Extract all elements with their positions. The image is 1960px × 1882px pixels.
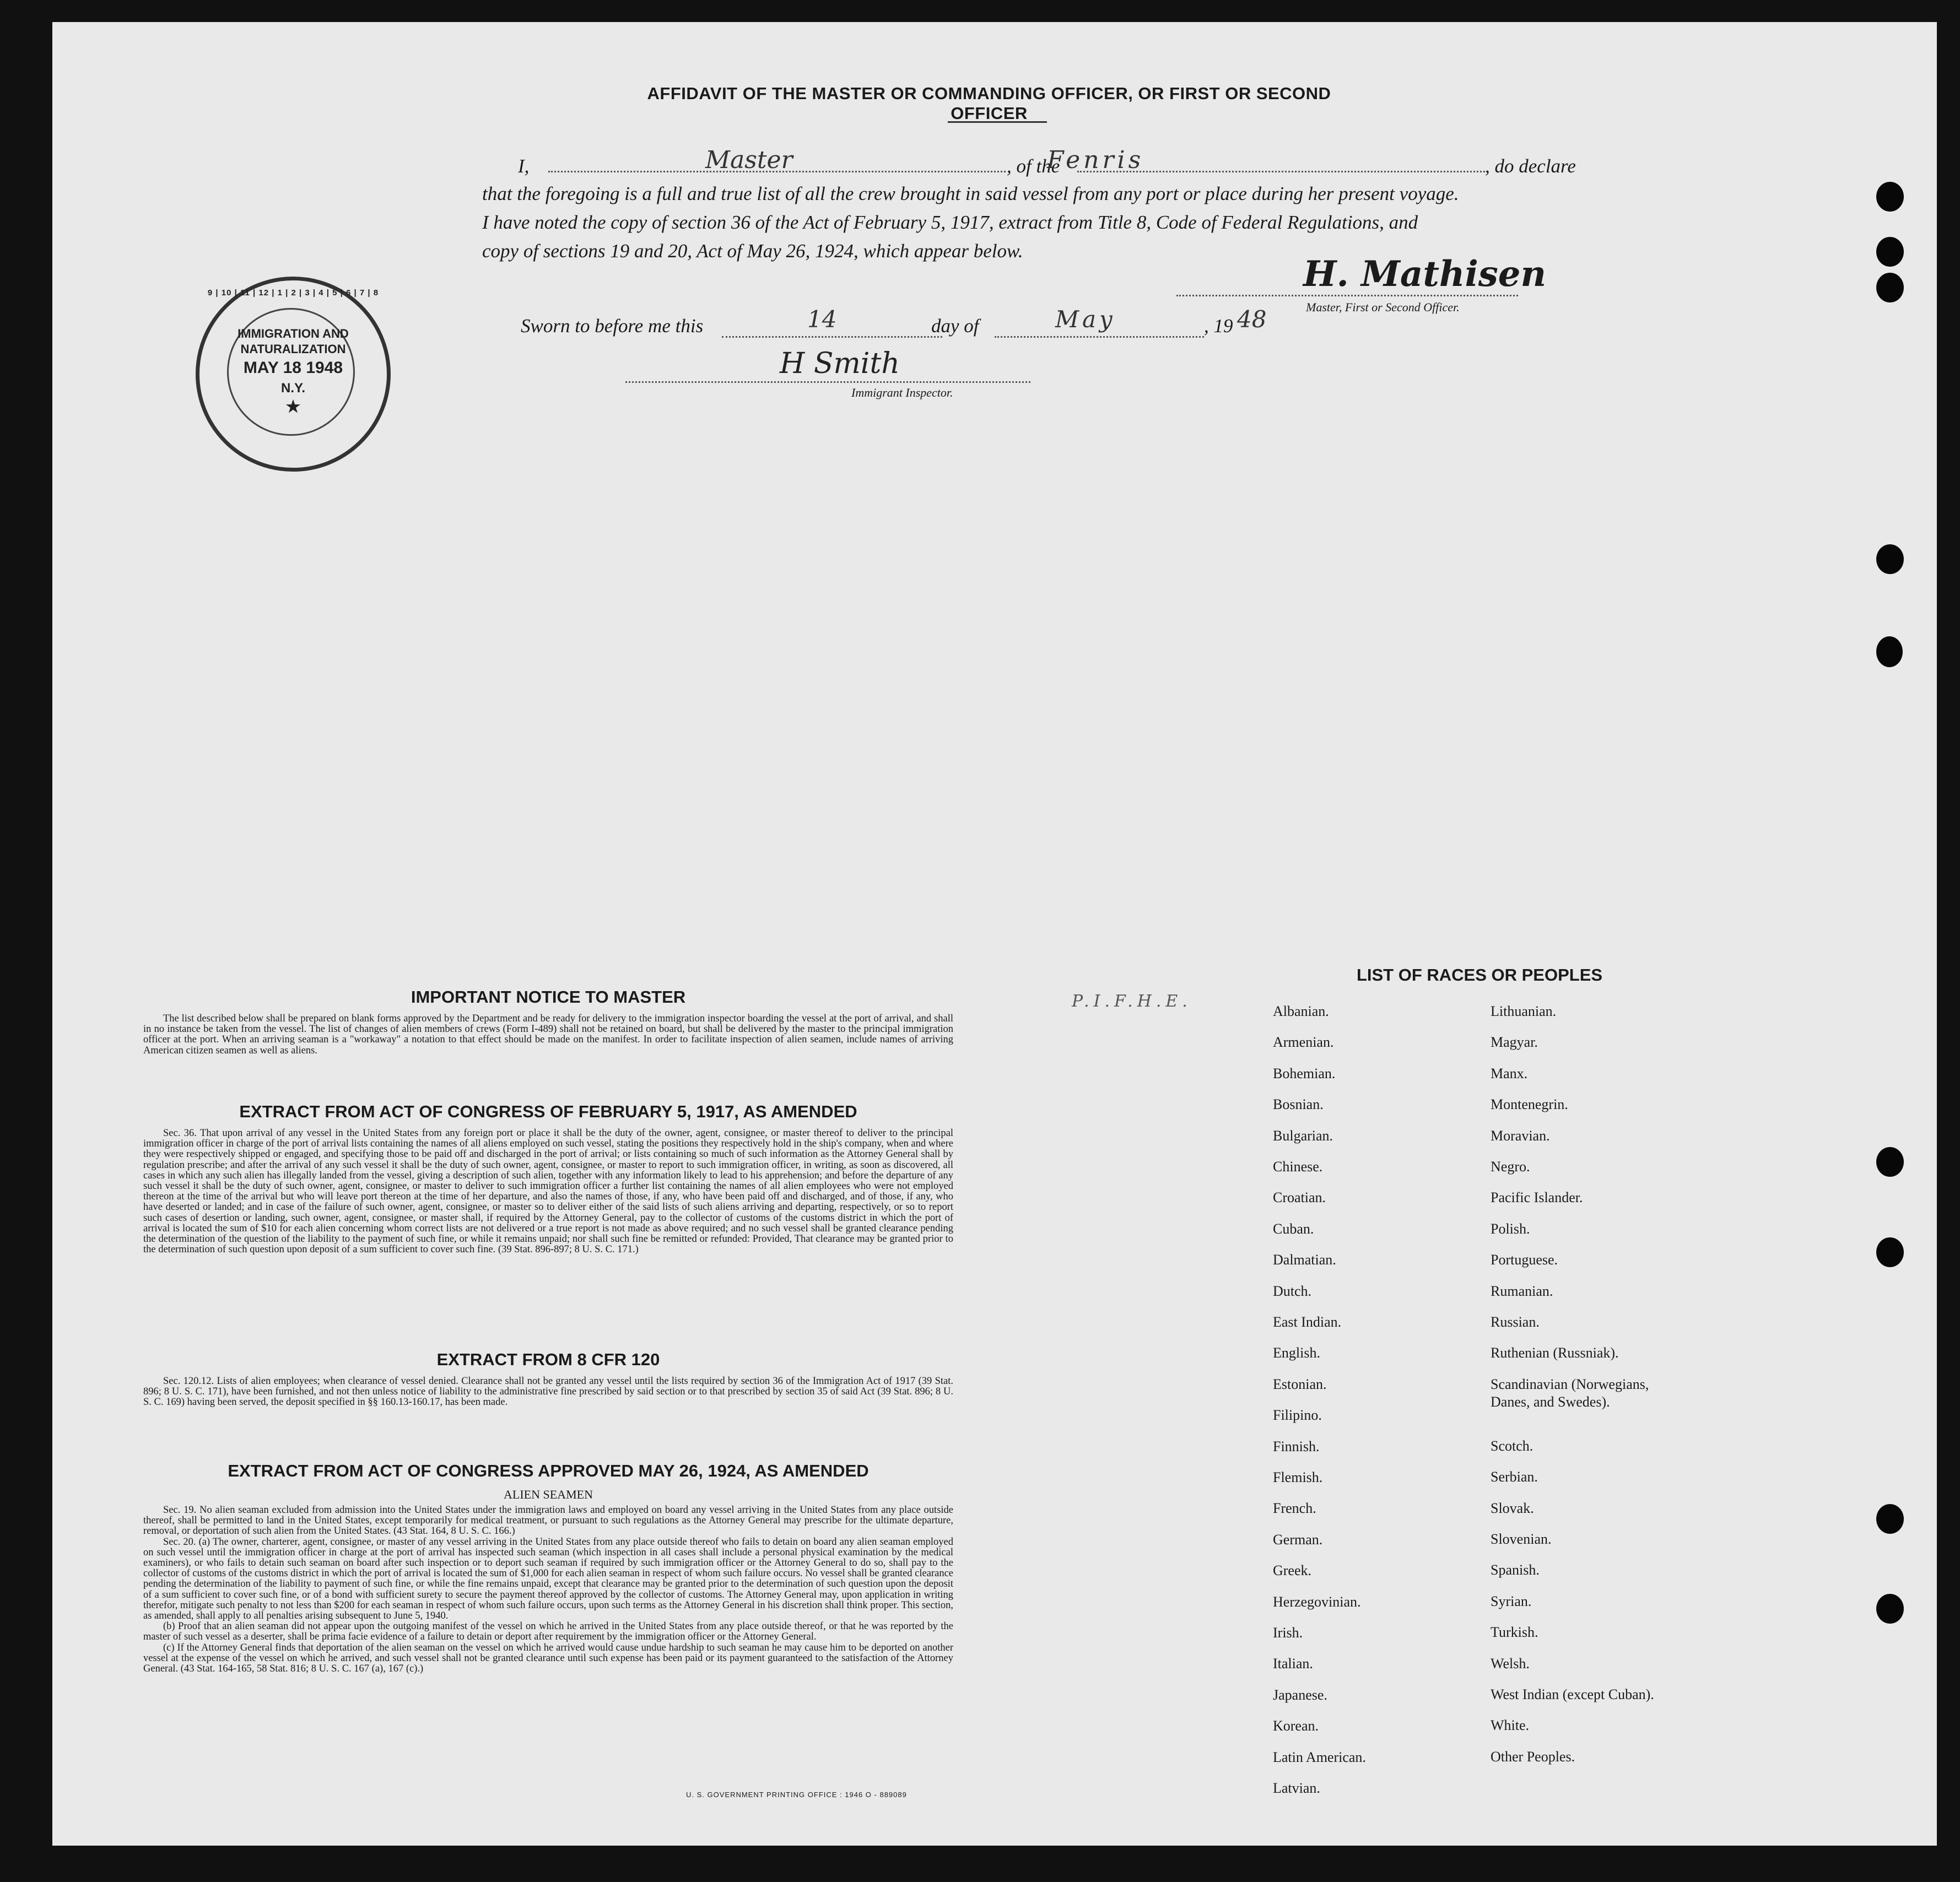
race-item: Albanian. (1273, 1003, 1329, 1019)
binder-hole (1876, 1237, 1904, 1267)
day-line (722, 336, 942, 338)
printer-imprint: U. S. GOVERNMENT PRINTING OFFICE : 1946 O - 889089 (686, 1791, 907, 1799)
race-item: Syrian. (1491, 1593, 1532, 1609)
stamp-date: MAY 18 1948 (243, 359, 343, 377)
do-declare-label: , do declare (1485, 155, 1576, 177)
race-item: West Indian (except Cuban). (1491, 1686, 1654, 1702)
document-page (52, 22, 1937, 1846)
race-item: English. (1273, 1345, 1320, 1361)
race-item: Chinese. (1273, 1159, 1323, 1175)
inspector-signature: H Smith (780, 347, 900, 380)
year-handwritten: 48 (1237, 306, 1267, 333)
immigration-date-stamp (196, 277, 391, 472)
race-item: Finnish. (1273, 1438, 1320, 1454)
day-of-label: day of (931, 315, 979, 337)
extract-cfr-text: Sec. 120.12. Lists of alien employees; when clearance of vessel denied. Clearance shall not be granted any vessel until the lists required by section 36 of the Immigration Act of 1917 (39 Stat. 896; 8 U. S. C. 171), have been furnished, and not then unless notice of liability to the administrative fine prescribed by said section or to that prescribed by section 35 of said Act (39 Stat. 896; 8 U. S. C. 169) having been served, the deposit specified in §§ 160.13-160.17, has been made. (143, 1376, 953, 1408)
extract-cfr-heading: EXTRACT FROM 8 CFR 120 (436, 1350, 660, 1369)
binder-hole (1876, 1594, 1904, 1624)
race-item: Irish. (1273, 1625, 1303, 1641)
race-item: Japanese. (1273, 1686, 1327, 1703)
vessel-handwritten: Fenris (1047, 146, 1144, 174)
extract-1917-heading: EXTRACT FROM ACT OF CONGRESS OF FEBRUARY 5, 1917, AS AMENDED (239, 1102, 857, 1121)
declaration-line-2: that the foregoing is a full and true list of all the crew brought in said vessel from any port or place during her present voyage. (482, 183, 1459, 204)
race-item: Spanish. (1491, 1562, 1540, 1578)
master-signature: H. Mathisen (1303, 253, 1547, 295)
race-item: Flemish. (1273, 1469, 1323, 1485)
race-item: Russian. (1491, 1314, 1540, 1330)
race-item: Cuban. (1273, 1220, 1314, 1237)
binder-hole (1876, 544, 1904, 574)
sec-20a-text: Sec. 20. (a) The owner, charterer, agent, consignee, or master of any vessel arriving in the United States from any place outside thereof who fails to detain on board any alien seaman employed on such vessel until the immigration officer in charge at the port of arrival has inspected such seaman (which inspection in all cases shall include a personal physical examination by the medical examiners), or who fails to detain such seaman on board after such inspection or to deport such seaman if required by such immigration officer or the Attorney General to do so, shall pay to the collector of customs of the customs district in which the port of arrival is located the sum of $1,000 for each alien seaman in respect of whom such failure occurs. No vessel shall be granted clearance pending the determination of the liability to payment of such fine, or while the fine remains unpaid, except that clearance may be granted prior to the determination of such question upon the deposit of a sum sufficient to cover such fine, or of a bond with sufficient surety to secure the payment thereof approved by the collector of customs. The Attorney General may, upon application in writing therefor, mitigate such penalty to not less than $200 for each seaman in respect of whom such failure occurs, upon such terms as the Attorney General in his discretion shall think proper. This section, as amended, shall apply to all penalties arising subsequent to June 5, 1940. (143, 1536, 953, 1622)
race-item: Bosnian. (1273, 1096, 1324, 1113)
notice-text: The list described below shall be prepared on blank forms approved by the Department and be ready for delivery to the immigration inspector boarding the vessel at the port of arrival, and shall in no instance be taken from the vessel. The list of changes of alien members of crews (Form I-489) shall not be retained on board, but shall be delivered by the master to the principal immigration officer at the port. When an arriving seaman is a "workaway" a notation to that effect should be made on the manifest. In order to facilitate inspection of alien seamen, include names of arriving American citizen seamen as well as aliens. (143, 1013, 953, 1056)
race-item: Moravian. (1491, 1127, 1550, 1144)
race-item: Korean. (1273, 1718, 1319, 1734)
i-label: I, (518, 155, 530, 177)
margin-scribble: P.I.F.H.E. (1072, 992, 1192, 1011)
race-item: Turkish. (1491, 1624, 1538, 1641)
signature-caption: Master, First or Second Officer. (1306, 300, 1460, 314)
stamp-line-2: NATURALIZATION (240, 342, 346, 356)
race-item: Polish. (1491, 1220, 1530, 1237)
binder-hole (1876, 636, 1903, 667)
inspector-caption: Immigrant Inspector. (851, 386, 953, 399)
race-item: Italian. (1273, 1656, 1313, 1672)
race-item: Montenegrin. (1491, 1096, 1568, 1113)
stamp-line-3: N.Y. (280, 381, 305, 396)
of-the-label: , of the (1007, 155, 1060, 177)
race-item: Croatian. (1273, 1189, 1326, 1206)
race-item: White. (1491, 1717, 1530, 1734)
race-item: Bohemian. (1273, 1065, 1336, 1081)
name-handwritten: Master (705, 146, 793, 174)
binder-hole (1876, 1147, 1904, 1177)
race-item: Dalmatian. (1273, 1252, 1336, 1268)
race-item: Greek. (1273, 1562, 1312, 1579)
race-item: Welsh. (1491, 1655, 1530, 1672)
sworn-label: Sworn to before me this (521, 315, 704, 337)
race-item: Scandinavian (Norwegians, Danes, and Swedes). (1491, 1376, 1649, 1410)
race-item: Armenian. (1273, 1034, 1334, 1051)
extract-1924-heading: EXTRACT FROM ACT OF CONGRESS APPROVED MAY 26, 1924, AS AMENDED (228, 1461, 869, 1480)
alien-seamen-subheading: ALIEN SEAMEN (504, 1488, 593, 1501)
affidavit-heading: AFFIDAVIT OF THE MASTER OR COMMANDING OFFICER, OR FIRST OR SECOND OFFICER (647, 84, 1331, 123)
race-item: Latin American. (1273, 1749, 1366, 1765)
sec-20c-text: (c) If the Attorney General finds that deportation of the alien seaman on the vessel on which he arrived would cause undue hardship to such seaman he may cause him to be deported on another vessel at the expense of the vessel on which he arrived, and such vessel shall not be granted clearance until such expense has been paid or its payment guaranteed to the satisfaction of the Attorney General. (43 Stat. 164-165, 58 Stat. 816; 8 U. S. C. 167 (a), 167 (c).) (143, 1642, 953, 1675)
race-item: Rumanian. (1491, 1283, 1553, 1299)
declaration-line-4: copy of sections 19 and 20, Act of May 26, 1924, which appear below. (482, 240, 1023, 262)
race-item: French. (1273, 1500, 1316, 1517)
race-item: Pacific Islander. (1491, 1189, 1583, 1206)
race-item: Scotch. (1491, 1437, 1534, 1454)
notice-heading: IMPORTANT NOTICE TO MASTER (411, 987, 686, 1007)
race-item: Slovenian. (1491, 1531, 1552, 1547)
race-item: Ruthenian (Russniak). (1491, 1345, 1619, 1361)
stamp-line-1: IMMIGRATION AND (237, 327, 349, 340)
race-item: Other Peoples. (1491, 1748, 1575, 1765)
race-item: German. (1273, 1531, 1323, 1548)
stamp-star-icon: ★ (285, 398, 301, 416)
race-item: Slovak. (1491, 1500, 1534, 1516)
race-item: East Indian. (1273, 1314, 1342, 1330)
month-line (995, 336, 1204, 338)
day-handwritten: 14 (807, 306, 837, 333)
binder-hole (1876, 273, 1904, 302)
binder-hole (1876, 1504, 1904, 1534)
race-item: Manx. (1491, 1065, 1528, 1081)
binder-hole (1876, 182, 1904, 212)
race-item: Dutch. (1273, 1283, 1312, 1299)
race-item: Lithuanian. (1491, 1003, 1557, 1019)
race-item: Latvian. (1273, 1780, 1320, 1796)
race-item: Herzegovinian. (1273, 1593, 1361, 1610)
year-prefix: , 19 (1204, 315, 1233, 337)
race-item: Magyar. (1491, 1034, 1538, 1051)
binder-hole (1876, 237, 1904, 267)
race-item: Filipino. (1273, 1407, 1322, 1424)
declaration-line-3: I have noted the copy of section 36 of the Act of February 5, 1917, extract from Title 8, Code of Federal Regulations, and (482, 212, 1418, 233)
extract-1917-text: Sec. 36. That upon arrival of any vessel in the United States from any foreign port or place it shall be the duty of the owner, agent, consignee, or master thereof to deliver to the principal immigration officer in charge of the port of arrival lists containing the names of all aliens employed on such vessel, stating the positions they respectively hold in the ship's company, when and where they were respectively shipped or engaged, and specifying those to be paid off and discharged in the port of arrival; or lists containing so much of such information as the Attorney General shall by regulation prescribe; and after the arrival of any such vessel it shall be the duty of such owner, agent, consignee, or master to report to such immigration officer, in writing, as soon as discovered, all cases in which any such alien has illegally landed from the vessel, giving a description of such alien, together with any information likely to lead to his apprehension; and before the departure of any such vessel it shall be the duty of such owner, agent, consignee, or master to deliver to such immigration officer a further list containing the names of all alien employees who were not employed thereon at the time of the arrival but who will leave port thereon at the time of her departure, and also the names of those, if any, who have been paid off and discharged, and of those, if any, who have deserted or landed; and in case of the failure of such owner, agent, consignee, or master so to deliver either of the said lists of such aliens arriving and departing, respectively, or so to report such cases of desertion or landing, such owner, agent, consignee, or master shall, if required by the Attorney General, pay to the collector of customs of the customs district in which the port of arrival is located the sum of $10 for each alien concerning whom correct lists are not delivered or a true report is not made as above required; and no such vessel shall be granted clearance pending the determination of the question of the liability to the payment of such fine, or while it remains unpaid; nor shall such fine be remitted or refunded: Provided, That clearance may be granted prior to the determination of such question upon deposit of a sum sufficient to cover such fine. (39 Stat. 896-897; 8 U. S. C. 171.) (143, 1128, 953, 1256)
race-item: Estonian. (1273, 1376, 1327, 1392)
race-item: Portuguese. (1491, 1252, 1558, 1268)
race-item: Negro. (1491, 1159, 1530, 1175)
race-item: Serbian. (1491, 1469, 1538, 1485)
signature-line (1176, 295, 1518, 296)
month-handwritten: May (1055, 306, 1116, 333)
sec-20b-text: (b) Proof that an alien seaman did not appear upon the outgoing manifest of the vessel on which he arrived in the United States from any place outside thereof, or that he was reported by the master of such vessel as a deserter, shall be prima facie evidence of a failure to detain or deport after requirement by the immigration officer or the Attorney General. (143, 1621, 953, 1643)
races-heading: LIST OF RACES OR PEOPLES (1356, 965, 1603, 985)
race-item: Bulgarian. (1273, 1127, 1333, 1144)
extract-1924-text (143, 1505, 953, 1674)
inspector-line (625, 381, 1030, 383)
heading-divider (948, 121, 1047, 123)
stamp-ring-numbers: 9 | 10 | 11 | 12 | 1 | 2 | 3 | 4 | 5 | 6 | 7 | 8 (207, 288, 379, 298)
sec-19-text: Sec. 19. No alien seaman excluded from admission into the United States under the immigration laws and employed on board any vessel arriving in the United States from any place outside thereof, shall be permitted to land in the United States, except temporarily for medical treatment, or pursuant to such regulations as the Attorney General may prescribe for the ultimate departure, removal, or deportation of such alien from the United States. (43 Stat. 164, 8 U. S. C. 166.) (143, 1505, 953, 1537)
